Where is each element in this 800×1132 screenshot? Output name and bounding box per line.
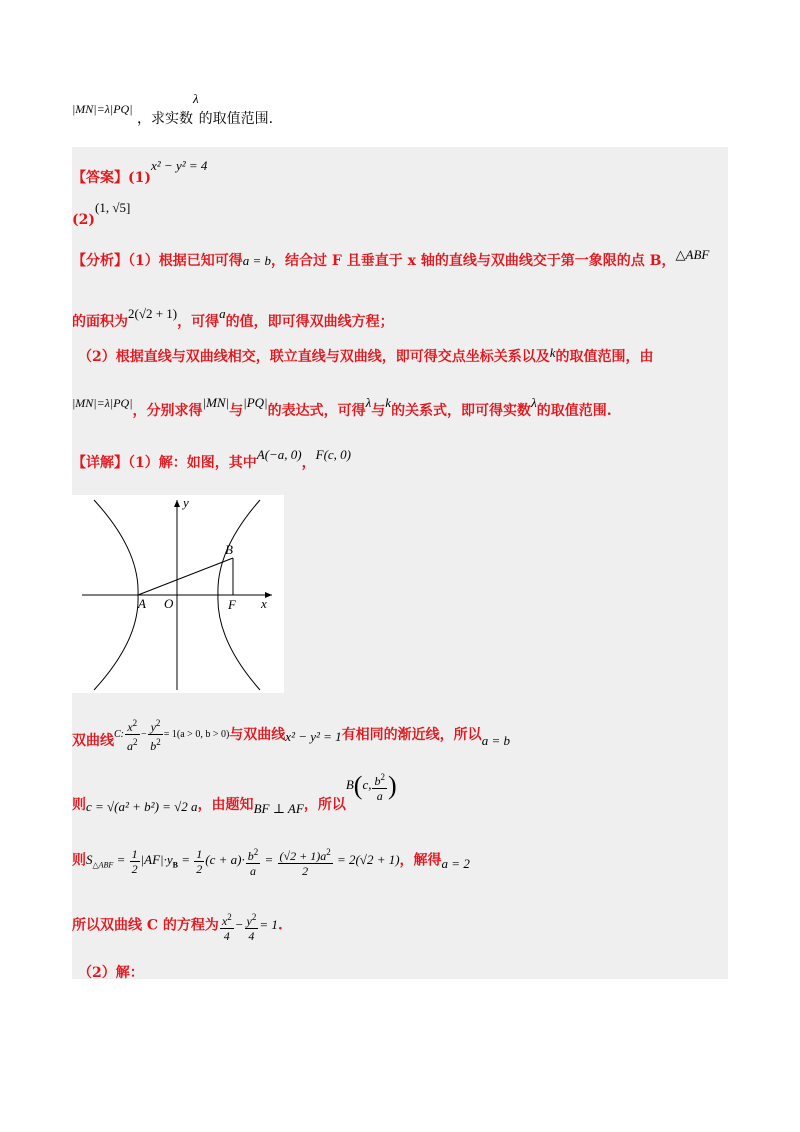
lambda-var: λ — [365, 395, 372, 410]
answer-label-2: (2) — [72, 212, 95, 228]
mn-pq-expression: |MN|=λ|PQ| — [72, 396, 133, 410]
step-4 — [72, 910, 283, 943]
question-tail — [72, 91, 274, 127]
analysis-text: 的表达式，可得 — [267, 403, 366, 419]
equation-x2-y2: x² − y² = 1 — [285, 728, 342, 744]
step-text: ，所以 — [303, 797, 346, 814]
var-k: k — [385, 395, 392, 410]
label-y: y — [183, 495, 189, 510]
step-text: ，解得 — [399, 852, 442, 869]
analysis-text: 的面积为 — [72, 314, 128, 330]
analysis-text: （2）根据直线与双曲线相交，联立直线与双曲线，即可得交点坐标关系以及 — [78, 349, 550, 365]
label-f: F — [228, 597, 236, 612]
comma: ， — [301, 455, 316, 471]
question-text-end: 的取值范围. — [198, 111, 274, 127]
analysis-line-1 — [72, 247, 710, 270]
answer-line-1 — [72, 155, 208, 186]
hyperbola-c-equation: C: $\frac{x^2}{a^2}$ − $\frac{y^2}{b^2}$ = 1(a > 0, b > 0) — [114, 718, 230, 753]
point-f: F(c, 0) — [315, 447, 351, 462]
period: . — [277, 917, 283, 934]
analysis-line-4 — [72, 392, 612, 419]
point-b-coords: B(c, $\frac{b^2}{a}$ ) — [345, 771, 397, 803]
analysis-text: ，可得 — [177, 314, 220, 330]
a-equals-b: a = b — [242, 253, 272, 268]
label-a: A — [138, 596, 146, 611]
abs-mn: |MN| — [202, 395, 230, 410]
triangle-abf: △ABF — [675, 247, 710, 262]
detail-line-1 — [72, 444, 351, 471]
analysis-text: 的值，即可得双曲线方程； — [225, 314, 394, 330]
analysis-text: ，分别求得 — [132, 403, 203, 419]
answer-line-2 — [72, 200, 131, 228]
step-text: 则 — [72, 852, 86, 869]
a-equals-2: a = 2 — [441, 856, 470, 872]
question-text: ，求实数 — [136, 111, 193, 127]
var-k: k — [549, 345, 556, 360]
step-text: 与双曲线 — [229, 726, 286, 743]
analysis-line-2 — [72, 303, 394, 330]
hyperbola-figure — [72, 495, 284, 693]
lambda-var: λ — [531, 395, 537, 410]
step-text: 双曲线 — [72, 732, 114, 749]
answer-eq-1: x² − y² = 4 — [151, 158, 208, 173]
analysis-text: （1）根据已知可得 — [128, 253, 243, 269]
step-text: 所以双曲线 C 的方程为 — [72, 917, 219, 934]
perpendicular: BF ⊥ AF — [253, 801, 304, 817]
analysis-text: 的关系式，即可得实数 — [391, 403, 532, 419]
var-a: a — [219, 306, 226, 321]
frac-b2-a: $\frac{b^2}{a}$ — [374, 772, 385, 803]
point-a: A(−a, 0) — [256, 447, 302, 462]
label-o: O — [164, 596, 174, 611]
step-1 — [72, 716, 510, 753]
hyperbola-diagram — [72, 495, 284, 693]
detail-text: （1）解：如图，其中 — [128, 455, 257, 471]
var-c: C — [114, 728, 121, 740]
step-text: 则 — [72, 797, 86, 814]
step-5 — [78, 962, 144, 982]
frac-x2-a2: $\frac{x^2}{a^2}$ — [127, 718, 138, 753]
mn-pq-expression: |MN|=λ|PQ| — [72, 102, 133, 116]
equation-tail: = 1(a > 0, b > 0) — [163, 728, 230, 740]
analysis-text: 的取值范围，由 — [555, 349, 654, 365]
c-value-equation: c = √(a² + b²) = √2 a — [86, 799, 198, 815]
analysis-text: 与 — [371, 403, 386, 419]
analysis-text: 的取值范围. — [536, 403, 612, 419]
area-value: 2(√2 + 1) — [128, 306, 178, 321]
label-b: B — [225, 542, 233, 557]
a-equals-b: a = b — [481, 732, 510, 748]
abs-pq: |PQ| — [243, 395, 268, 410]
part-2-label: （2）解： — [78, 965, 144, 981]
area-derivation: $S_{\triangle ABF}$ = $\frac{1}{2}$ $|AF|\cdot y_B$ = $\frac{1}{2}$ (c + a)· $\frac{b^2}{a}$ = $\frac{(√2 + 1)a^2}{2}$ = 2(√2 + 1) — [86, 847, 400, 878]
answer-eq-2: (1, √5] — [95, 200, 131, 215]
step-text: 有相同的渐近线，所以 — [341, 726, 482, 743]
step-3 — [72, 845, 470, 878]
analysis-line-3 — [78, 346, 654, 366]
step-text: ，由题知 — [197, 797, 254, 814]
answer-label: 【答案】(1) — [72, 170, 151, 186]
var-b: B — [345, 777, 354, 793]
final-equation: $\frac{x^2}{4}$ − $\frac{y^2}{4}$ = 1 — [221, 912, 278, 943]
label-x: x — [261, 596, 267, 611]
analysis-text: 与 — [229, 403, 244, 419]
y-axis-arrow — [174, 500, 180, 507]
analysis-text: ，结合过 F 且垂直于 x 轴的直线与双曲线交于第一象限的点 B， — [271, 253, 676, 269]
detail-label: 【详解】 — [72, 455, 128, 471]
frac-y2-b2: $\frac{y^2}{b^2}$ — [150, 718, 161, 753]
lambda-var: λ — [192, 91, 199, 106]
analysis-label: 【分析】 — [72, 253, 128, 269]
step-2 — [72, 770, 397, 817]
